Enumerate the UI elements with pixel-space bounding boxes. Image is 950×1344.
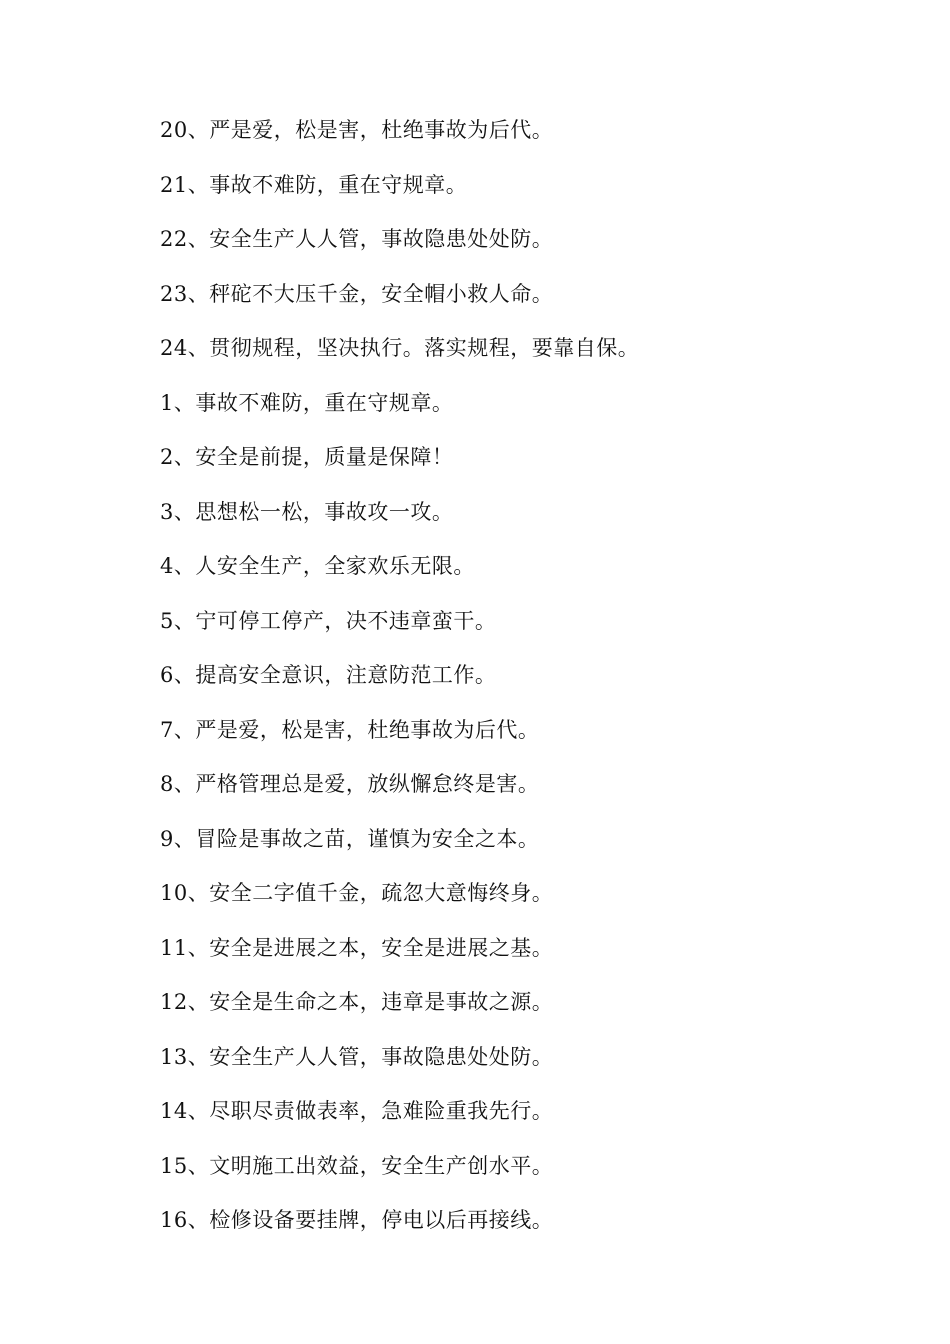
slogan-line: 7、严是爱，松是害，杜绝事故为后代。 bbox=[160, 717, 540, 742]
slogan-line: 14、尽职尽责做表率，急难险重我先行。 bbox=[160, 1099, 554, 1123]
slogan-line: 5、宁可停工停产，决不违章蛮干。 bbox=[160, 608, 497, 633]
slogan-line: 16、检修设备要挂牌，停电以后再接线。 bbox=[160, 1208, 554, 1232]
slogan-line: 6、提高安全意识，注意防范工作。 bbox=[160, 663, 497, 687]
slogan-line: 21、事故不难防，重在守规章。 bbox=[160, 172, 468, 197]
slogan-list bbox=[160, 112, 880, 1257]
slogan-line: 12、安全是生命之本，违章是事故之源。 bbox=[160, 990, 554, 1014]
slogan-line: 24、贯彻规程，坚决执行。落实规程，要靠自保。 bbox=[160, 336, 640, 360]
slogan-line: 8、严格管理总是爱，放纵懈怠终是害。 bbox=[160, 772, 540, 796]
slogan-line: 1、事故不难防，重在守规章。 bbox=[160, 390, 454, 415]
slogan-line: 11、安全是进展之本，安全是进展之基。 bbox=[160, 935, 554, 960]
slogan-line: 22、安全生产人人管，事故隐患处处防。 bbox=[160, 227, 554, 251]
slogan-line: 9、冒险是事故之苗，谨慎为安全之本。 bbox=[160, 826, 540, 851]
slogan-line: 15、文明施工出效益，安全生产创水平。 bbox=[160, 1153, 554, 1178]
slogan-line: 4、人安全生产，全家欢乐无限。 bbox=[160, 554, 475, 578]
slogan-line: 2、安全是前提，质量是保障！ bbox=[160, 445, 454, 469]
slogan-line: 23、秤砣不大压千金，安全帽小救人命。 bbox=[160, 281, 554, 306]
slogan-line: 10、安全二字值千金，疏忽大意悔终身。 bbox=[160, 881, 554, 905]
slogan-line: 20、严是爱，松是害，杜绝事故为后代。 bbox=[160, 118, 554, 142]
slogan-line: 3、思想松一松，事故攻一攻。 bbox=[160, 499, 454, 524]
slogan-line: 13、安全生产人人管，事故隐患处处防。 bbox=[160, 1044, 554, 1069]
